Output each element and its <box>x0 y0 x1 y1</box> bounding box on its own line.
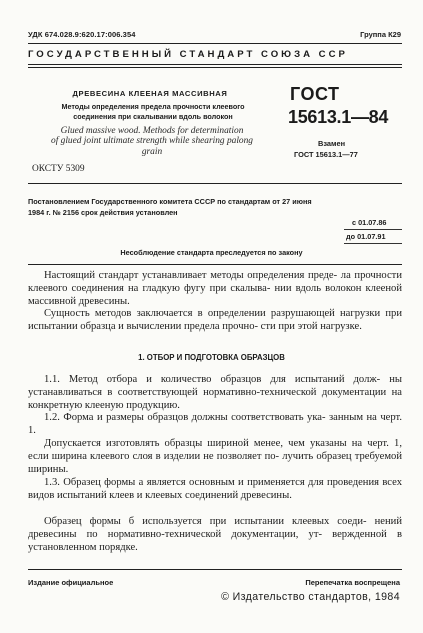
header-bottom-rule-2 <box>28 67 402 68</box>
standard-subtitle <box>33 102 273 122</box>
subtitle-line-1: Методы определения предела прочности клеевого <box>61 102 245 111</box>
state-standard-title: ГОСУДАРСТВЕННЫЙ СТАНДАРТ СОЮЗА ССР <box>28 49 348 60</box>
decree-line-1: Постановлением Государственного комитета СССР по стандартам от 27 июня <box>28 197 312 206</box>
effective-from-rule <box>344 229 402 230</box>
header-top-rule <box>28 43 402 44</box>
copyright: © Издательство стандартов, 1984 <box>221 591 400 603</box>
effective-from: с 01.07.86 <box>352 218 387 227</box>
standard-title: ДРЕВЕСИНА КЛЕЕНАЯ МАССИВНАЯ <box>72 89 228 98</box>
udk-code: УДК 674.028.9:620.17:006.354 <box>28 30 136 39</box>
decree-line-2: 1984 г. № 2156 срок действия установлен <box>28 208 178 217</box>
gost-label: ГОСТ <box>290 84 340 104</box>
paragraph-1-3-extra: Образец формы б используется при испытании клеевых соеди- нений древесины по нормативно-технической документации, ут- вержденной в установленном порядке. <box>28 516 402 553</box>
effective-to-rule <box>344 243 402 244</box>
section-1-heading: 1. ОТБОР И ПОДГОТОВКА ОБРАЗЦОВ <box>138 353 285 362</box>
legal-warning: Несоблюдение стандарта преследуется по закону <box>120 248 303 257</box>
official-edition: Издание официальное <box>28 578 114 587</box>
gost-number: 15613.1—84 <box>288 107 389 127</box>
intro-paragraph-1: Настоящий стандарт устанавливает методы определения преде- ла прочности клеевого соединения на гладкую фугу при скалыва- нии вдоль волокон клееной массивной древесины. <box>28 270 402 307</box>
effective-to: до 01.07.91 <box>346 232 386 241</box>
paragraph-1-2: 1.2. Форма и размеры образцов должны соответствовать ука- занным на черт. 1. <box>28 412 402 436</box>
subtitle-line-2: соединения при скалывании вдоль волокон <box>73 112 233 121</box>
okstu-code: ОКСТУ 5309 <box>32 164 85 174</box>
header-bottom-rule <box>28 64 402 65</box>
english-title <box>38 126 266 157</box>
replaces-label: Взамен <box>318 139 346 148</box>
group-code: Группа К29 <box>360 30 401 39</box>
english-line-3: grain <box>141 146 163 157</box>
english-line-2: of glued joint ultimate strength while shearing palong <box>51 136 253 147</box>
paragraph-1-3: 1.3. Образец формы а является основным и применяется для проведения всех видов испытаний клеев и клеевых соединений древесины. <box>28 477 402 501</box>
reprint-prohibited: Перепечатка воспрещена <box>305 578 400 587</box>
footer-rule <box>28 569 402 570</box>
decree-top-rule <box>28 183 402 184</box>
english-line-1: Glued massive wood. Methods for determination <box>60 126 244 136</box>
body-top-rule <box>28 264 402 265</box>
paragraph-1-1: 1.1. Метод отбора и количество образцов для испытаний долж- ны устанавливаться в соответствующей нормативно-технической документации на конкретную клееную продукцию. <box>28 374 402 411</box>
replaces-value: ГОСТ 15613.1—77 <box>294 150 358 159</box>
paragraph-1-2-extra: Допускается изготовлять образцы шириной менее, чем указаны на черт. 1, если ширина клеевого слоя в изделии не позволяет по- лучить образец требуемой ширины. <box>28 438 402 475</box>
decree-text <box>28 196 402 218</box>
intro-paragraph-2: Сущность методов заключается в определении разрушающей нагрузки при испытании образца и вычислении предела прочно- сти при этой нагрузке. <box>28 308 402 332</box>
